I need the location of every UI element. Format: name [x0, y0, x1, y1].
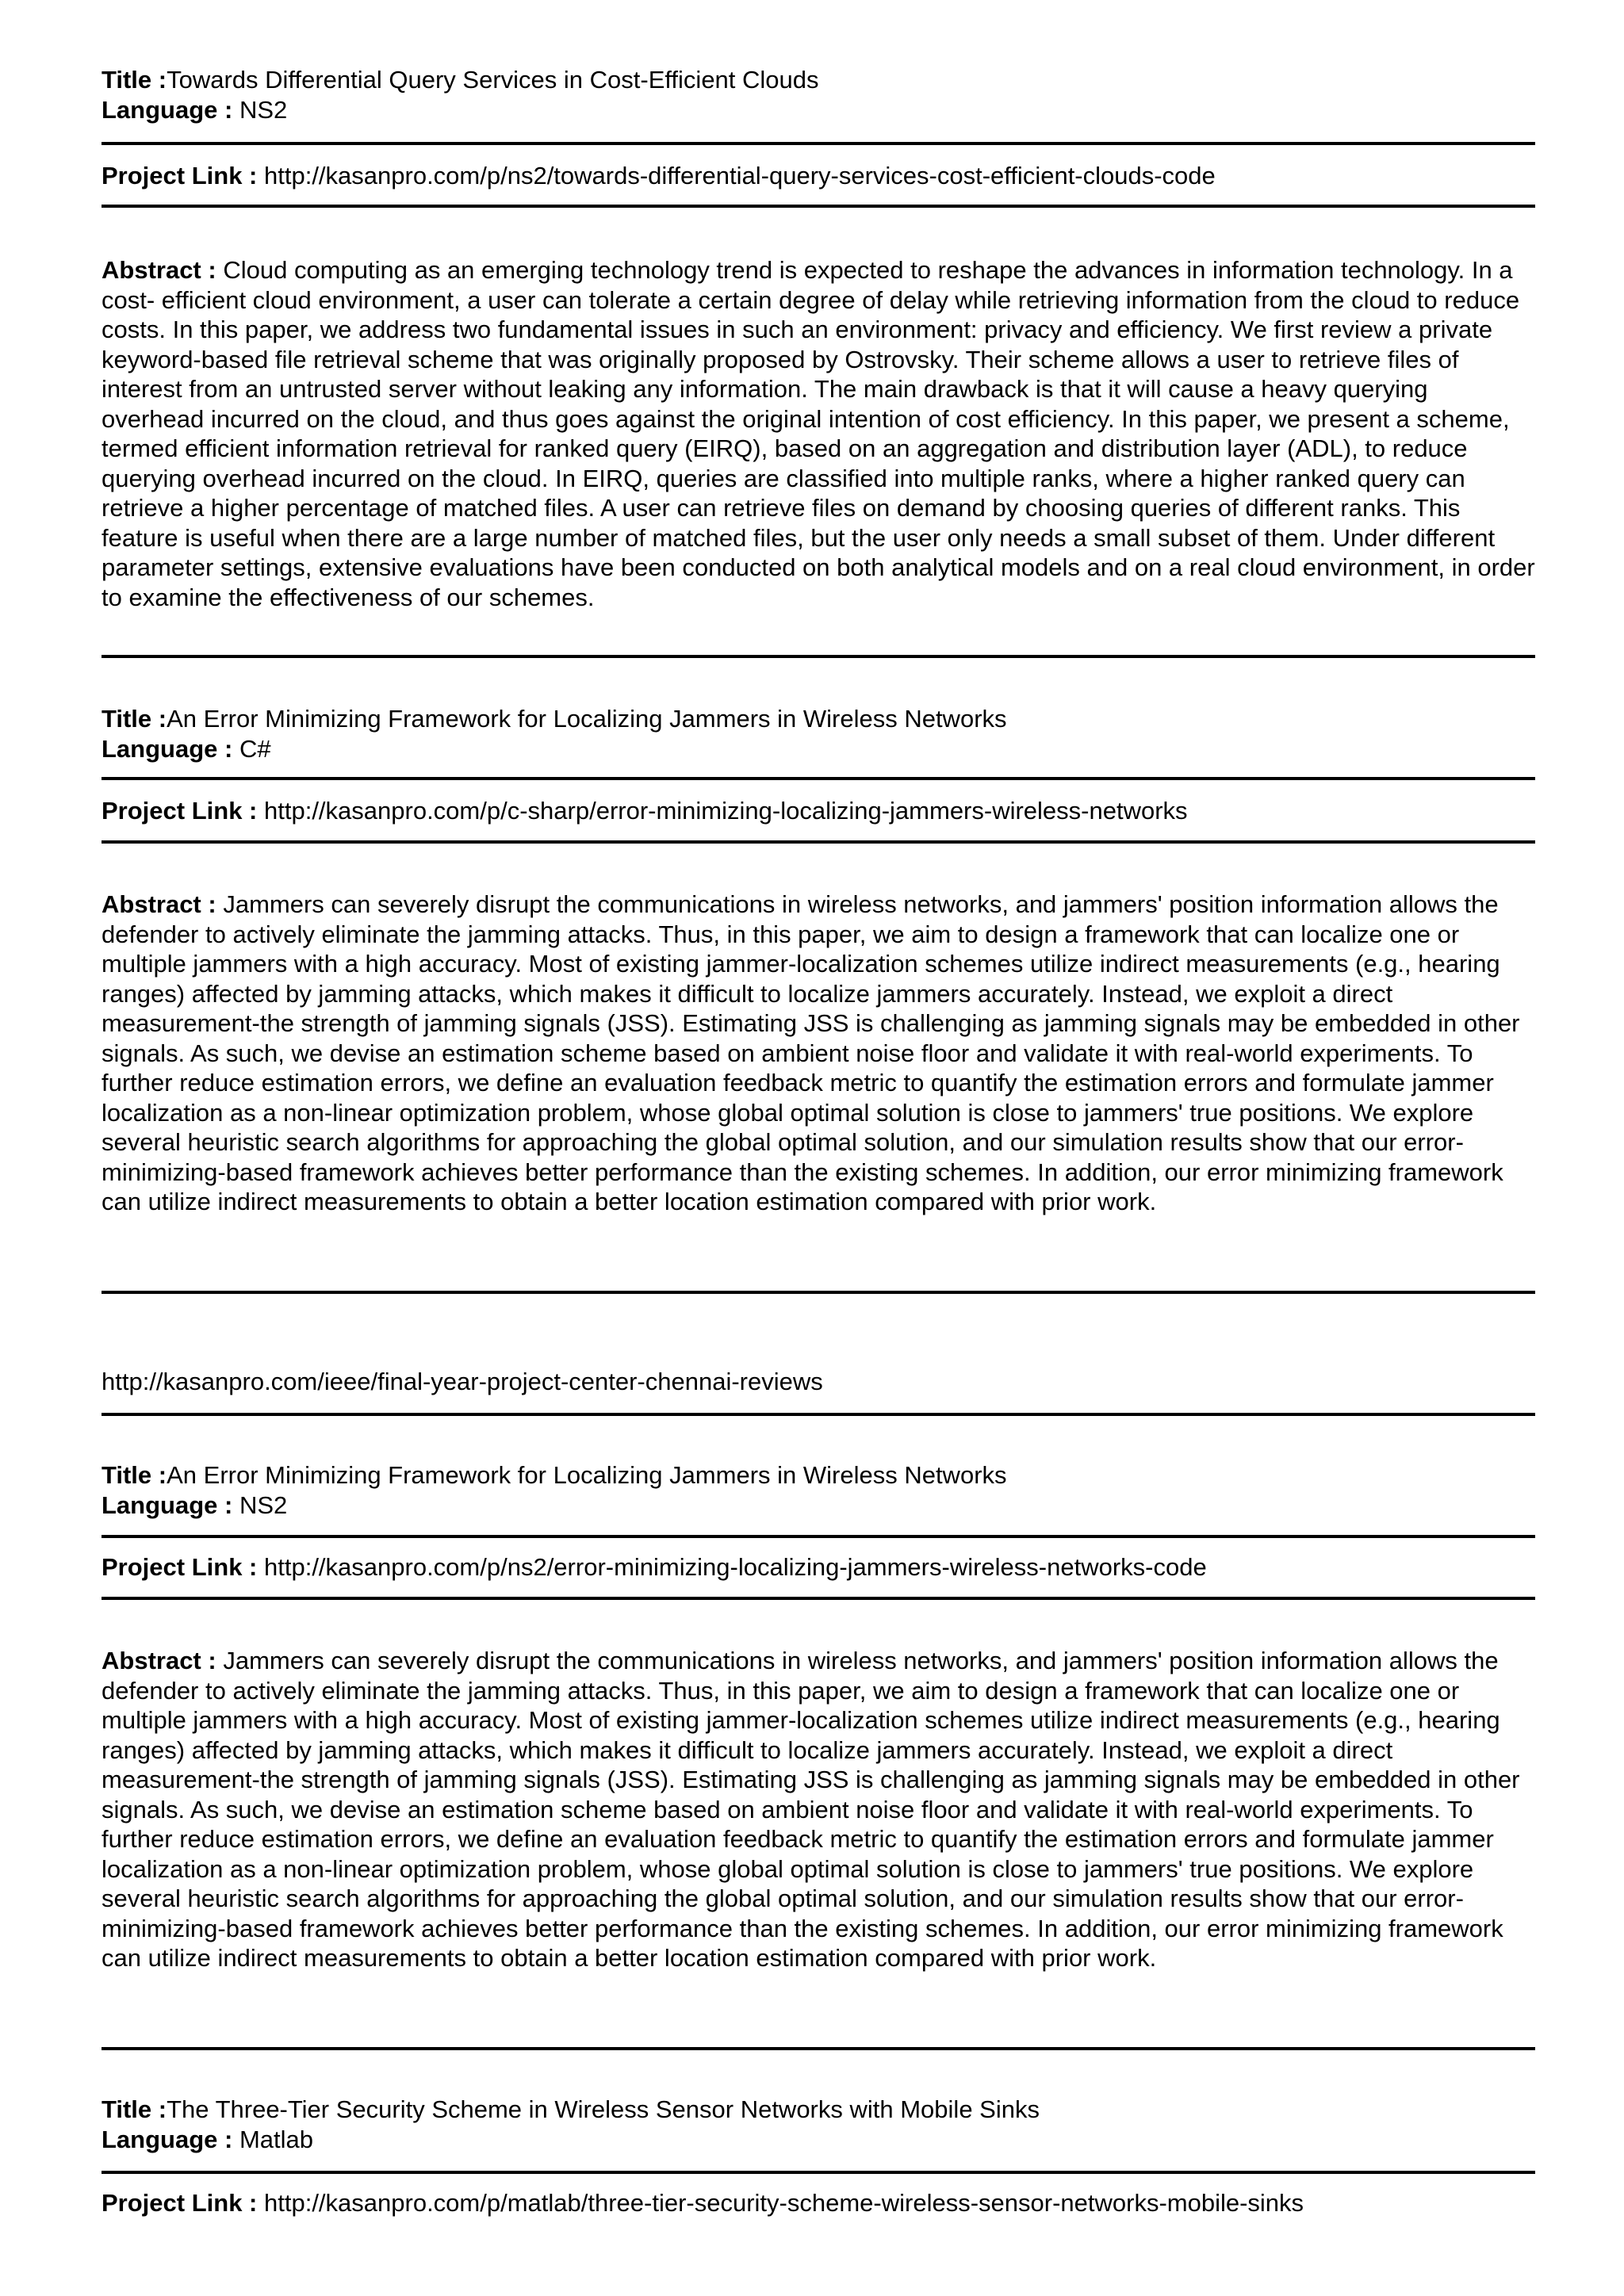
- project-link-label: Project Link :: [102, 797, 258, 825]
- title-label: Title :: [102, 66, 167, 94]
- divider: [102, 2171, 1535, 2174]
- entry-1-title-line: [102, 65, 1535, 95]
- divider: [102, 1413, 1535, 1416]
- abstract-label: Abstract :: [102, 1647, 216, 1674]
- entry-4-title-line: [102, 2095, 1535, 2125]
- entry-3-title: An Error Minimizing Framework for Localizing Jammers in Wireless Networks: [167, 1461, 1007, 1489]
- divider: [102, 205, 1535, 208]
- language-label: Language :: [102, 95, 233, 124]
- entry-3-language: NS2: [239, 1490, 288, 1519]
- review-link[interactable]: http://kasanpro.com/ieee/final-year-project-center-chennai-reviews: [102, 1368, 823, 1395]
- entry-2-header: [102, 704, 1535, 763]
- project-link-label: Project Link :: [102, 1553, 258, 1581]
- review-link-line: [102, 1367, 1535, 1397]
- entry-2-link[interactable]: http://kasanpro.com/p/c-sharp/error-minimizing-localizing-jammers-wireless-networks: [264, 797, 1188, 825]
- entry-2-language: C#: [239, 734, 271, 763]
- entry-4-header: [102, 2095, 1535, 2154]
- language-label: Language :: [102, 734, 233, 763]
- entry-1-language-line: [102, 95, 1535, 125]
- entry-1-language: NS2: [239, 95, 288, 124]
- divider: [102, 142, 1535, 145]
- language-label: Language :: [102, 1490, 233, 1519]
- entry-3-abstract-text: Jammers can severely disrupt the communications in wireless networks, and jammers' position information allows the defender to actively eliminate the jamming attacks. Thus, in this paper, we aim to design a framework that can localize one or multiple jammers with a high accuracy. Most of existing jammer-localization schemes utilize indirect measurements (e.g., hearing ranges) affected by jamming attacks, which makes it difficult to localize jammers accurately. Instead, we exploit a direct measurement-the strength of jamming signals (JSS). Estimating JSS is challenging as jamming signals may be embedded in other signals. As such, we devise an estimation scheme based on ambient noise floor and validate it with real-world experiments. To further reduce estimation errors, we define an evaluation feedback metric to quantify the estimation errors and formulate jammer localization as a non-linear optimization problem, whose global optimal solution is close to jammers' true positions. We explore several heuristic search algorithms for approaching the global optimal solution, and our simulation results show that our error-minimizing-based framework achieves better performance than the existing schemes. In addition, our error minimizing framework can utilize indirect measurements to obtain a better location estimation compared with prior work.: [102, 1647, 1520, 1972]
- title-label: Title :: [102, 1461, 167, 1489]
- entry-2-title-line: [102, 704, 1535, 734]
- divider: [102, 1291, 1535, 1294]
- divider: [102, 655, 1535, 658]
- entry-4-link-line: [102, 2188, 1535, 2218]
- entry-4-language: Matlab: [239, 2125, 314, 2153]
- title-label: Title :: [102, 2095, 167, 2123]
- entry-4-link[interactable]: http://kasanpro.com/p/matlab/three-tier-security-scheme-wireless-sensor-networks-mobile-sinks: [264, 2189, 1304, 2217]
- divider: [102, 1535, 1535, 1538]
- project-link-label: Project Link :: [102, 162, 258, 189]
- language-label: Language :: [102, 2125, 233, 2153]
- entry-1-link[interactable]: http://kasanpro.com/p/ns2/towards-differential-query-services-cost-efficient-clouds-code: [264, 162, 1216, 189]
- entry-1-abstract: [102, 255, 1535, 612]
- entry-4-language-line: [102, 2125, 1535, 2155]
- divider: [102, 777, 1535, 780]
- entry-1-title: Towards Differential Query Services in Cost-Efficient Clouds: [167, 66, 819, 94]
- entry-2-abstract: [102, 890, 1535, 1217]
- entry-3-header: [102, 1460, 1535, 1520]
- entry-4-title: The Three-Tier Security Scheme in Wireless Sensor Networks with Mobile Sinks: [167, 2095, 1040, 2123]
- entry-3-abstract: [102, 1646, 1535, 1973]
- divider: [102, 1597, 1535, 1600]
- entry-1-link-line: [102, 161, 1535, 191]
- divider: [102, 840, 1535, 844]
- entry-2-abstract-text: Jammers can severely disrupt the communications in wireless networks, and jammers' position information allows the defender to actively eliminate the jamming attacks. Thus, in this paper, we aim to design a framework that can localize one or multiple jammers with a high accuracy. Most of existing jammer-localization schemes utilize indirect measurements (e.g., hearing ranges) affected by jamming attacks, which makes it difficult to localize jammers accurately. Instead, we exploit a direct measurement-the strength of jamming signals (JSS). Estimating JSS is challenging as jamming signals may be embedded in other signals. As such, we devise an estimation scheme based on ambient noise floor and validate it with real-world experiments. To further reduce estimation errors, we define an evaluation feedback metric to quantify the estimation errors and formulate jammer localization as a non-linear optimization problem, whose global optimal solution is close to jammers' true positions. We explore several heuristic search algorithms for approaching the global optimal solution, and our simulation results show that our error-minimizing-based framework achieves better performance than the existing schemes. In addition, our error minimizing framework can utilize indirect measurements to obtain a better location estimation compared with prior work.: [102, 890, 1520, 1215]
- project-link-label: Project Link :: [102, 2189, 258, 2217]
- entry-3-title-line: [102, 1460, 1535, 1490]
- divider: [102, 2047, 1535, 2050]
- title-label: Title :: [102, 705, 167, 733]
- abstract-label: Abstract :: [102, 256, 216, 284]
- entry-2-title: An Error Minimizing Framework for Localizing Jammers in Wireless Networks: [167, 705, 1007, 733]
- entry-2-link-line: [102, 796, 1535, 826]
- entry-3-link[interactable]: http://kasanpro.com/p/ns2/error-minimizing-localizing-jammers-wireless-networks-code: [264, 1553, 1207, 1581]
- entry-3-link-line: [102, 1552, 1535, 1582]
- entry-2-language-line: [102, 734, 1535, 764]
- abstract-label: Abstract :: [102, 890, 216, 918]
- entry-1-header: [102, 65, 1535, 124]
- entry-3-language-line: [102, 1490, 1535, 1521]
- entry-1-abstract-text: Cloud computing as an emerging technology trend is expected to reshape the advances in information technology. In a cost- efficient cloud environment, a user can tolerate a certain degree of delay while retrieving information from the cloud to reduce costs. In this paper, we address two fundamental issues in such an environment: privacy and efficiency. We first review a private keyword-based file retrieval scheme that was originally proposed by Ostrovsky. Their scheme allows a user to retrieve files of interest from an untrusted server without leaking any information. The main drawback is that it will cause a heavy querying overhead incurred on the cloud, and thus goes against the original intention of cost efficiency. In this paper, we present a scheme, termed efficient information retrieval for ranked query (EIRQ), based on an aggregation and distribution layer (ADL), to reduce querying overhead incurred on the cloud. In EIRQ, queries are classified into multiple ranks, where a higher ranked query can retrieve a higher percentage of matched files. A user can retrieve files on demand by choosing queries of different ranks. This feature is useful when there are a large number of matched files, but the user only needs a small subset of them. Under different parameter settings, extensive evaluations have been conducted on both analytical models and on a real cloud environment, in order to examine the effectiveness of our schemes.: [102, 256, 1535, 611]
